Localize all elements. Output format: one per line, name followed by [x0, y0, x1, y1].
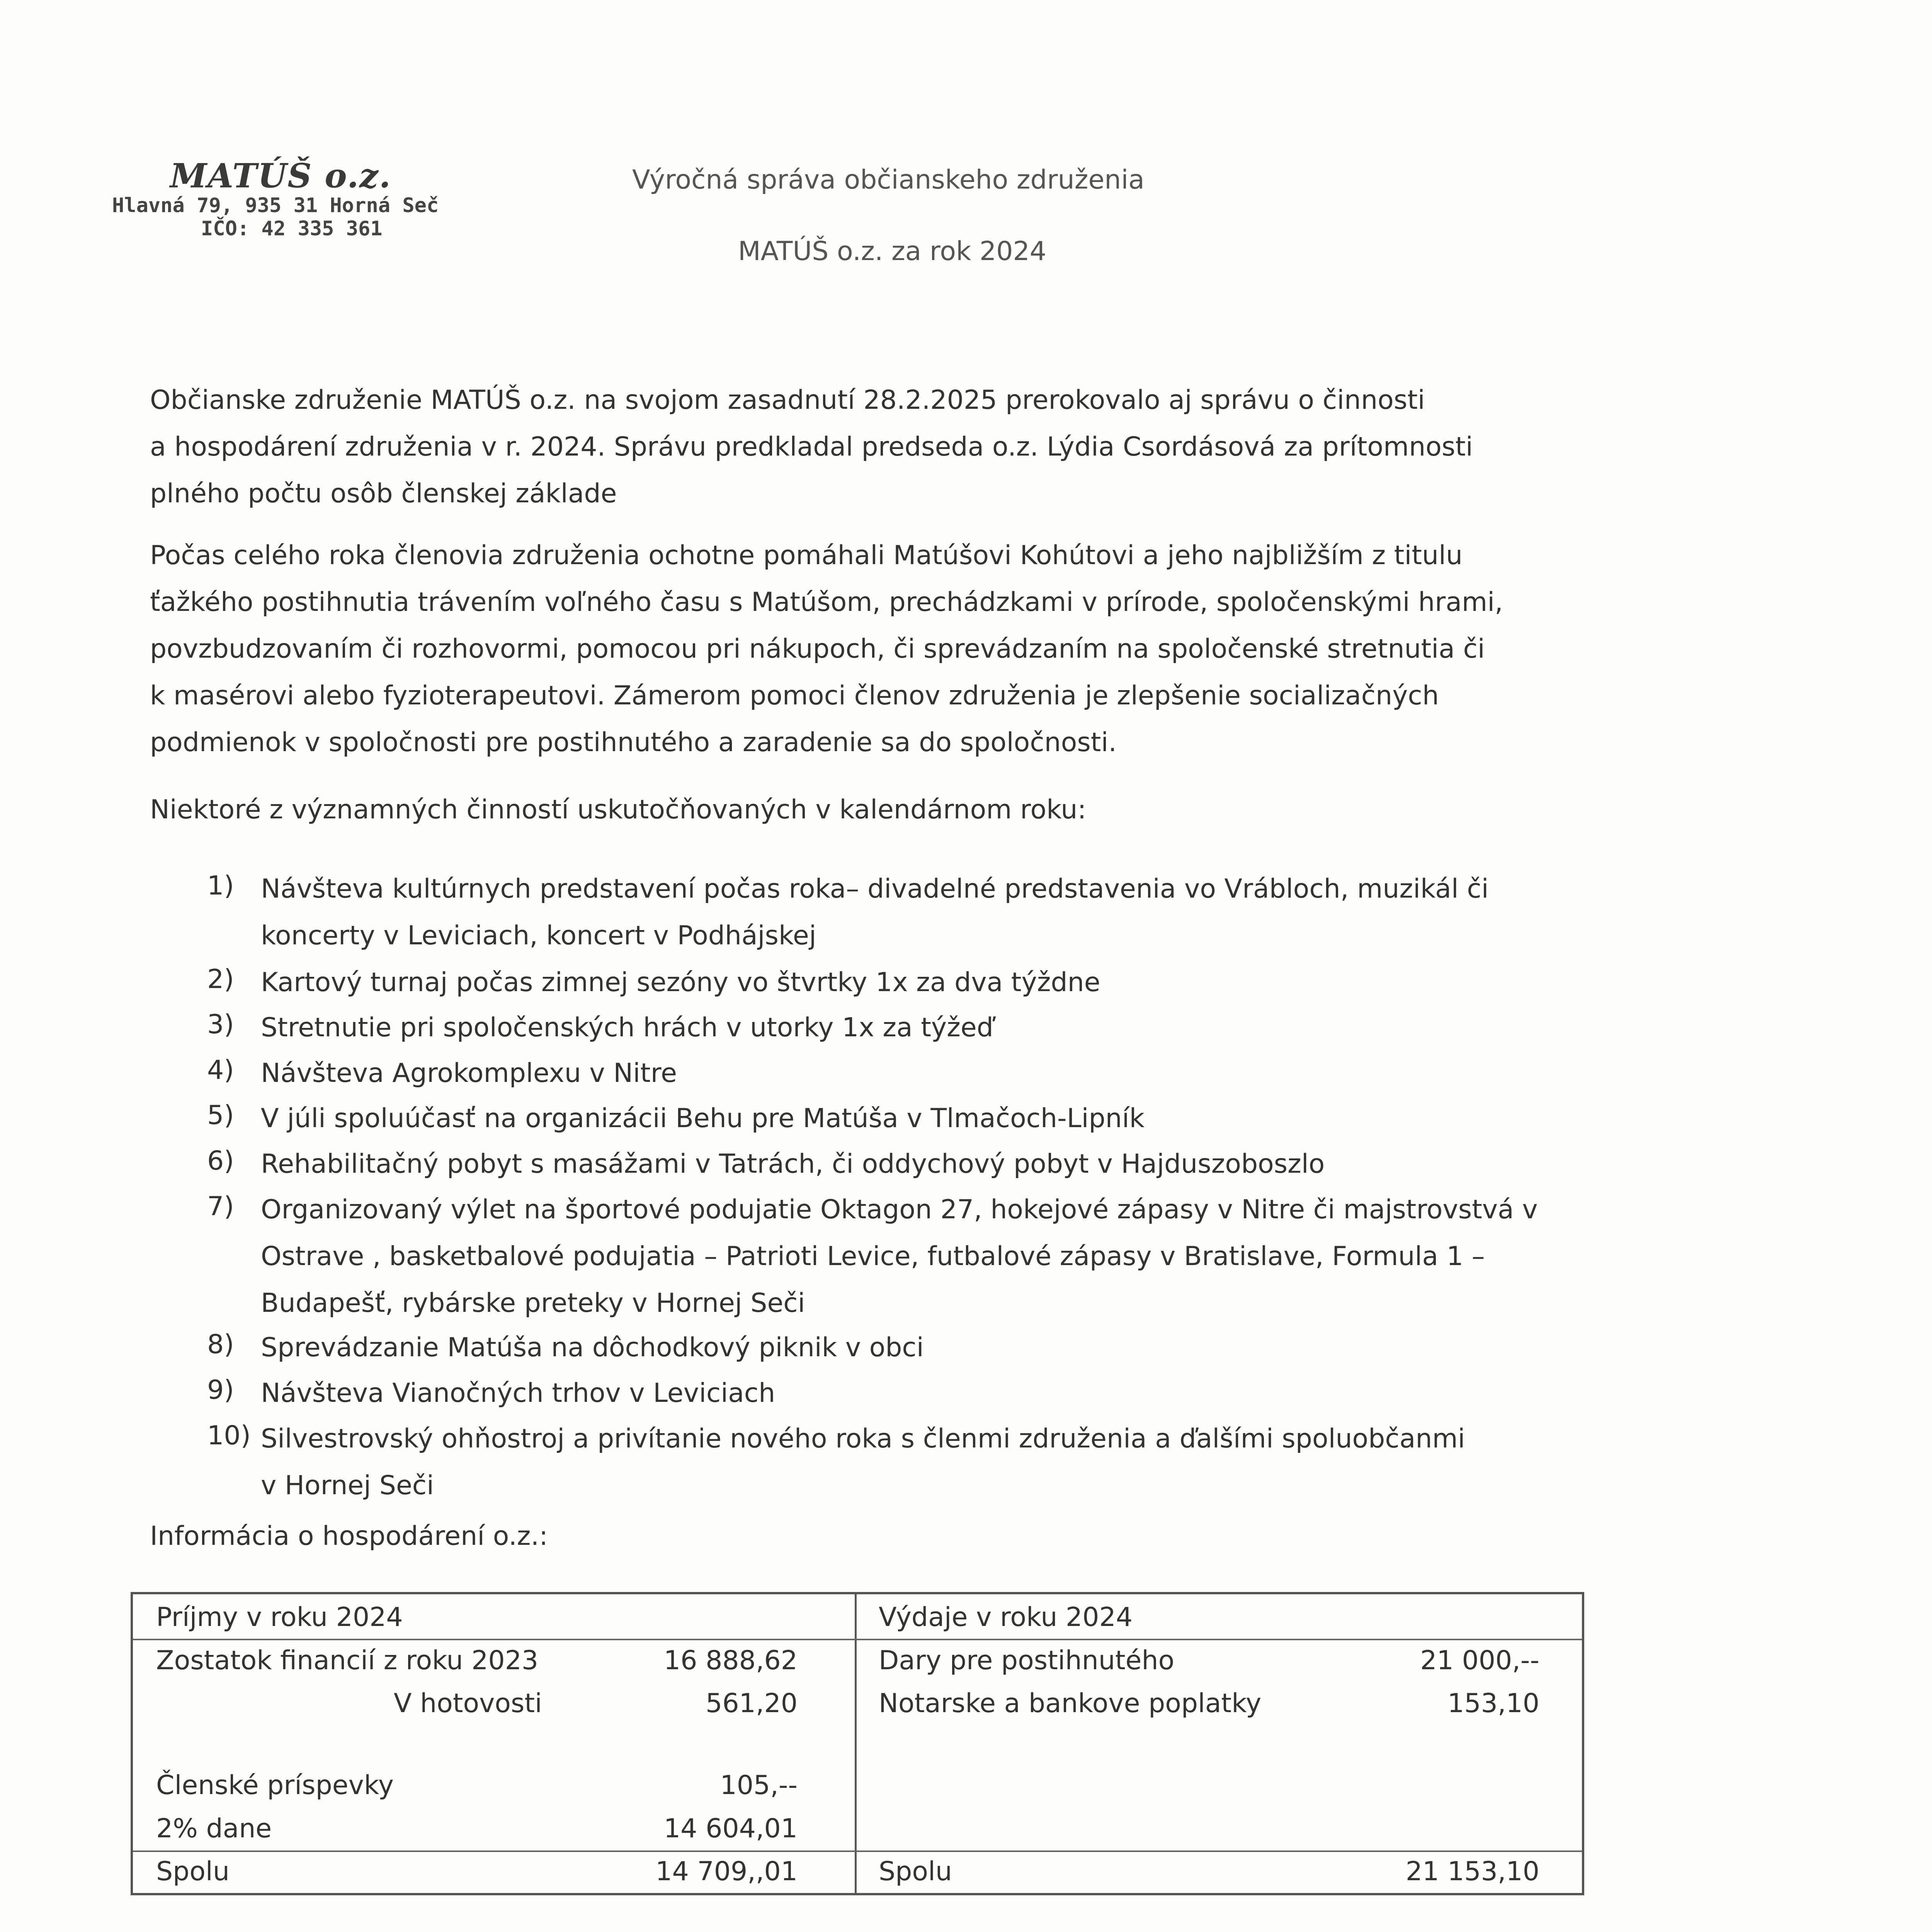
- list-item-line: Stretnutie pri spoločenských hrách v utorky 1x za týžeď: [261, 1012, 993, 1043]
- list-item-line: Ostrave , basketbalové podujatia – Patrioti Levice, futbalové zápasy v Bratislave, Formula 1 –: [261, 1241, 1485, 1272]
- expense-total-value: 21 153,10: [1405, 1856, 1539, 1887]
- income-value: 561,20: [706, 1688, 798, 1719]
- activities-heading: Niektoré z významných činností uskutočňovaných v kalendárnom roku:: [150, 794, 1087, 825]
- purpose-paragraph: [150, 532, 1503, 766]
- list-item-line: Sprevádzanie Matúša na dôchodkový piknik v obci: [261, 1332, 924, 1363]
- stamp-ico: IČO: 42 335 361: [201, 217, 383, 240]
- list-item-number: 2): [207, 964, 234, 995]
- purpose-line: ťažkého postihnutia trávením voľného času s Matúšom, prechádzkami v prírode, spoločenskými hrami,: [150, 587, 1503, 617]
- list-item-line: Rehabilitačný pobyt s masážami v Tatrách, či oddychový pobyt v Hajduszoboszlo: [261, 1149, 1325, 1179]
- income-total-value: 14 709,,01: [655, 1856, 798, 1887]
- list-item-line: Budapešť, rybárske preteky v Hornej Seči: [261, 1288, 805, 1318]
- purpose-line: Počas celého roka členovia združenia ochotne pomáhali Matúšovi Kohútovi a jeho najbližším z titulu: [150, 540, 1463, 571]
- list-item-line: koncerty v Leviciach, koncert v Podhájskej: [261, 920, 816, 951]
- list-item-number: 8): [207, 1329, 234, 1360]
- list-item-number: 4): [207, 1055, 234, 1085]
- list-item-number: 3): [207, 1009, 234, 1040]
- stamp-name: MATÚŠ o.z.: [170, 156, 391, 196]
- list-item: [261, 1415, 1465, 1509]
- report-title: Výročná správa občianskeho združenia: [632, 165, 1145, 195]
- list-item-number: 7): [207, 1191, 234, 1222]
- list-item-number: 5): [207, 1100, 234, 1131]
- income-value: 16 888,62: [663, 1645, 798, 1676]
- purpose-line: povzbudzovaním či rozhovormi, pomocou pri nákupoch, či sprevádzaním na spoločenské stretnutia či: [150, 634, 1485, 664]
- purpose-line: k masérovi alebo fyzioterapeutovi. Zámerom pomoci členov združenia je zlepšenie socializačných: [150, 680, 1439, 711]
- list-item: [261, 1370, 775, 1417]
- list-item: [261, 1141, 1325, 1187]
- expense-label: Notarske a bankove poplatky: [879, 1688, 1262, 1719]
- list-item-line: v Hornej Seči: [261, 1470, 434, 1501]
- report-subtitle: MATÚŠ o.z. za rok 2024: [738, 236, 1047, 267]
- list-item: [261, 1050, 677, 1097]
- income-header: Príjmy v roku 2024: [156, 1602, 403, 1633]
- list-item: [261, 1324, 924, 1371]
- list-item-number: 1): [207, 871, 234, 901]
- intro-line: a hospodárení združenia v r. 2024. Správu predkladal predseda o.z. Lýdia Csordásová za prítomnosti: [150, 432, 1473, 462]
- list-item: [261, 1186, 1538, 1327]
- purpose-line: podmienok v spoločnosti pre postihnutého a zaradenie sa do spoločnosti.: [150, 727, 1117, 758]
- expense-header: Výdaje v roku 2024: [879, 1602, 1133, 1633]
- list-item: [261, 866, 1489, 959]
- list-item: [261, 959, 1100, 1006]
- stamp-address: Hlavná 79, 935 31 Horná Seč: [112, 194, 439, 217]
- list-item-line: Návšteva Vianočných trhov v Leviciach: [261, 1378, 776, 1408]
- expense-value: 153,10: [1447, 1688, 1539, 1719]
- income-label: Zostatok financií z roku 2023: [156, 1645, 539, 1676]
- list-item-line: Návšteva Agrokomplexu v Nitre: [261, 1058, 677, 1088]
- list-item: [261, 1004, 993, 1051]
- expense-label: Dary pre postihnutého: [879, 1645, 1175, 1676]
- list-item-line: Organizovaný výlet na športové podujatie Oktagon 27, hokejové zápasy v Nitre či majstrovstvá v: [261, 1194, 1538, 1225]
- expense-total-label: Spolu: [879, 1856, 952, 1887]
- income-total-label: Spolu: [156, 1856, 230, 1887]
- intro-line: plného počtu osôb členskej základe: [150, 478, 617, 509]
- total-divider: [133, 1850, 1582, 1852]
- finance-table: [131, 1592, 1584, 1895]
- expense-value: 21 000,--: [1420, 1645, 1539, 1676]
- finance-heading: Informácia o hospodárení o.z.:: [150, 1521, 548, 1551]
- list-item: [261, 1095, 1145, 1142]
- list-item-line: V júli spoluúčasť na organizácii Behu pre Matúša v Tlmačoch-Lipník: [261, 1103, 1145, 1134]
- income-value: 14 604,01: [663, 1813, 798, 1844]
- list-item-number: 9): [207, 1375, 234, 1405]
- income-label: Členské príspevky: [156, 1770, 394, 1801]
- intro-line: Občianske združenie MATÚŠ o.z. na svojom zasadnutí 28.2.2025 prerokovalo aj správu o činnosti: [150, 385, 1425, 415]
- income-value: 105,--: [720, 1770, 798, 1801]
- header-stamp: [112, 156, 439, 240]
- list-item-number: 6): [207, 1146, 234, 1176]
- income-label: 2% dane: [156, 1813, 272, 1844]
- list-item-number: 10): [207, 1420, 251, 1451]
- header-divider: [133, 1639, 1582, 1640]
- intro-paragraph: [150, 377, 1473, 517]
- list-item-line: Silvestrovský ohňostroj a privítanie nového roka s členmi združenia a ďalšími spoluobčanmi: [261, 1423, 1465, 1454]
- list-item-line: Návšteva kultúrnych predstavení počas roka– divadelné predstavenia vo Vrábloch, muzikál či: [261, 874, 1489, 904]
- income-label: V hotovosti: [394, 1688, 542, 1719]
- list-item-line: Kartový turnaj počas zimnej sezóny vo štvrtky 1x za dva týždne: [261, 967, 1100, 998]
